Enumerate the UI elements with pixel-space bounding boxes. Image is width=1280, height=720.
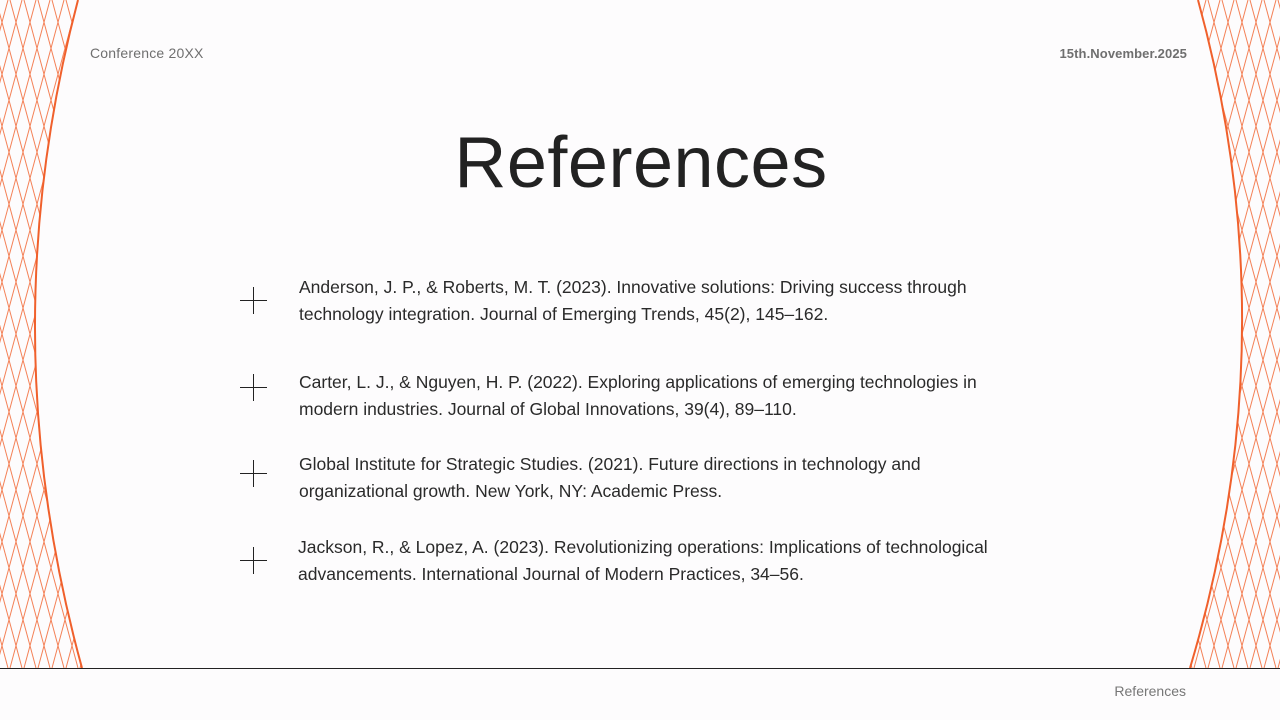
footer-section-label: References bbox=[1114, 683, 1186, 699]
plus-icon bbox=[240, 460, 267, 487]
reference-text: Global Institute for Strategic Studies. (2021). Future directions in technology and organizational growth. New York, NY: Academic Press. bbox=[299, 454, 921, 501]
conference-name: Conference 20XX bbox=[90, 45, 204, 61]
plus-icon bbox=[240, 374, 267, 401]
reference-text: Jackson, R., & Lopez, A. (2023). Revolutionizing operations: Implications of technological advancements. International Journal of Modern Practices, 34–56. bbox=[298, 537, 988, 584]
footer bbox=[0, 669, 1280, 720]
page-title: References bbox=[454, 123, 828, 203]
presentation-date: 15th.November.2025 bbox=[1059, 46, 1187, 61]
plus-icon bbox=[240, 547, 267, 574]
reference-text: Carter, L. J., & Nguyen, H. P. (2022). Exploring applications of emerging technologies in modern industries. Journal of Global Innovations, 39(4), 89–110. bbox=[299, 372, 977, 419]
plus-icon bbox=[240, 287, 267, 314]
reference-text: Anderson, J. P., & Roberts, M. T. (2023). Innovative solutions: Driving success through technology integration. Journal of Emerging Trends, 45(2), 145–162. bbox=[299, 277, 967, 324]
